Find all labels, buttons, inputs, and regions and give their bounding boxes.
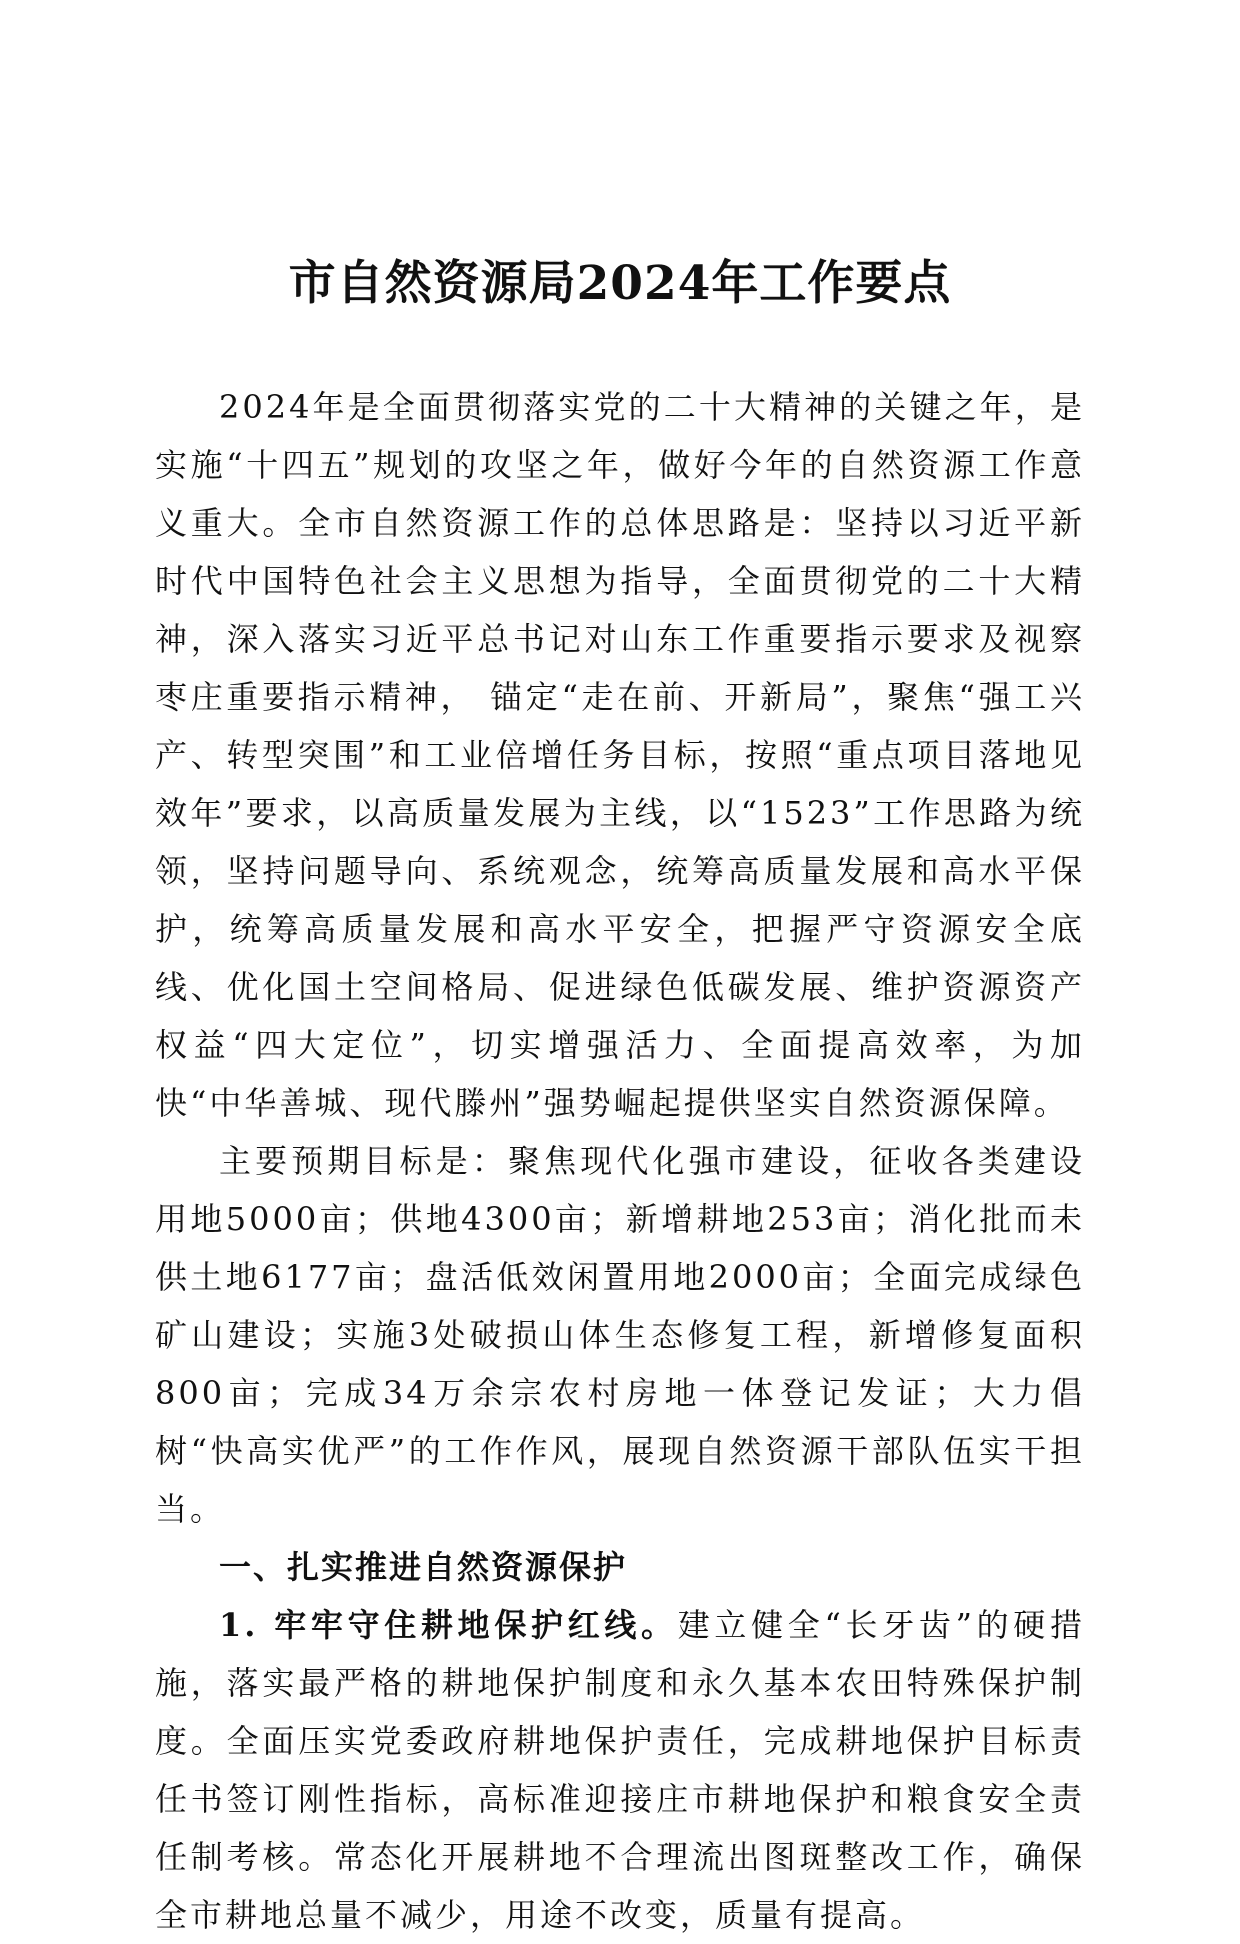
goals-paragraph: 主要预期目标是：聚焦现代化强市建设，征收各类建设用地5000亩；供地4300亩；新增耕地253亩；消化批而未供土地6177亩；盘活低效闲置用地2000亩；全面完成绿色矿山建设；实施3处破损山体生态修复工程，新增修复面积800亩；完成34万余宗农村房地一体登记发证；大力倡树“快高实优严”的工作作风，展现自然资源干部队伍实干担当。 — [155, 1142, 1085, 1528]
document-body — [155, 378, 1085, 1944]
section-heading: 一、扎实推进自然资源保护 — [219, 1548, 628, 1586]
item-lead-title: 1. 牢牢守住耕地保护红线。 — [219, 1606, 678, 1644]
intro-paragraph: 2024年是全面贯彻落实党的二十大精神的关键之年，是实施“十四五”规划的攻坚之年，做好今年的自然资源工作意义重大。全市自然资源工作的总体思路是：坚持以习近平新时代中国特色社会主义思想为指导，全面贯彻党的二十大精神，深入落实习近平总书记对山东工作重要指示要求及视察枣庄重要指示精神， 锚定“走在前、开新局”，聚焦“强工兴产、转型突围”和工业倍增任务目标，按照“重点项目落地见效年”要求，以高质量发展为主线，以“1523”工作思路为统领，坚持问题导向、系统观念，统筹高质量发展和高水平保护，统筹高质量发展和高水平安全，把握严守资源安全底线、优化国土空间格局、促进绿色低碳发展、维护资源资产权益“四大定位”，切实增强活力、全面提高效率，为加快“中华善城、现代滕州”强势崛起提供坚实自然资源保障。 — [155, 388, 1085, 1122]
item-paragraph — [155, 1596, 1085, 1944]
document-title: 市自然资源局2024年工作要点 — [288, 256, 952, 311]
item-text: 建立健全“长牙齿”的硬措施，落实最严格的耕地保护制度和永久基本农田特殊保护制度。全面压实党委政府耕地保护责任，完成耕地保护目标责任书签订刚性指标，高标准迎接庄市耕地保护和粮食安全责任制考核。常态化开展耕地不合理流出图斑整改工作，确保全市耕地总量不减少，用途不改变，质量有提高。 — [155, 1606, 1085, 1934]
